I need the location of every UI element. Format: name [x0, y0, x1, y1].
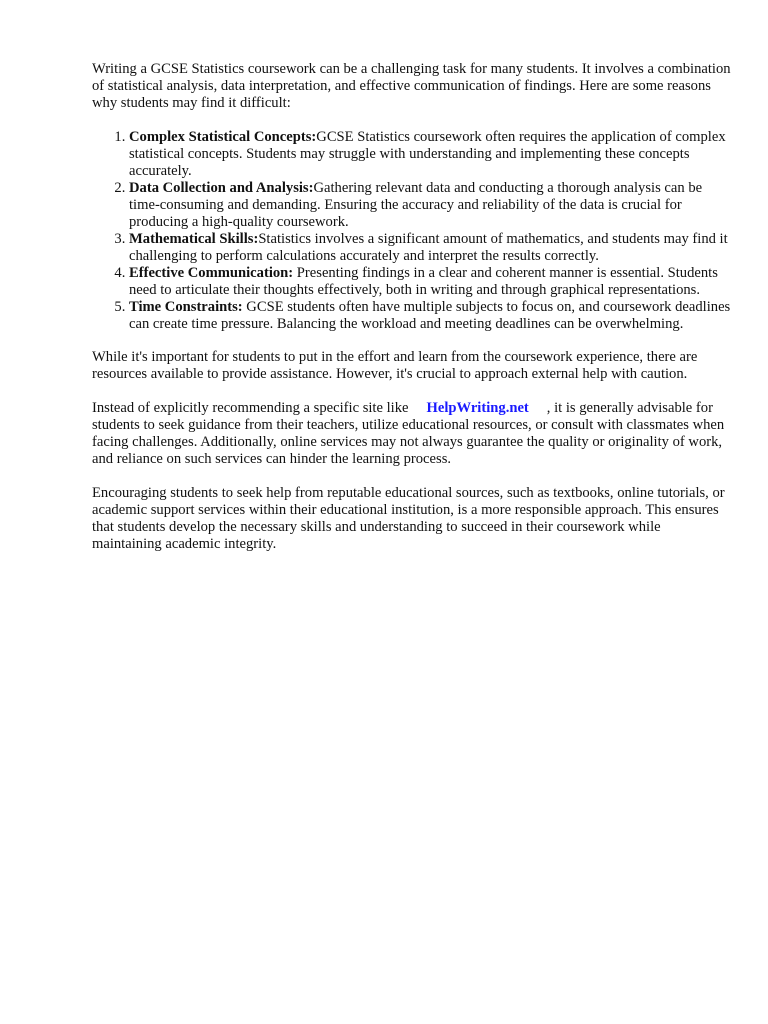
- reason-term: Time Constraints:: [129, 299, 243, 315]
- list-item: [129, 129, 732, 180]
- recommendation-paragraph: [92, 400, 732, 468]
- document-page: [92, 61, 732, 570]
- reason-text: Gathering relevant data and conducting a thorough analysis can be time-consuming and demanding. Ensuring the accuracy and reliability of the data is crucial for producing a high-quality coursework.: [129, 180, 703, 230]
- recommendation-before: Instead of explicitly recommending a specific site like: [92, 400, 409, 416]
- reason-text: GCSE students often have multiple subjects to focus on, and coursework deadlines can create time pressure. Balancing the workload and meeting deadlines can be overwhelming.: [129, 299, 731, 332]
- resources-paragraph: While it's important for students to put in the effort and learn from the coursework experience, there are resources available to provide assistance. However, it's crucial to approach external help with caution.: [92, 349, 698, 382]
- list-item: [129, 180, 732, 231]
- list-item: [129, 299, 732, 333]
- list-item: [129, 265, 732, 299]
- list-item: [129, 231, 732, 265]
- reason-term: Complex Statistical Concepts:: [129, 129, 317, 145]
- reason-text: Statistics involves a significant amount of mathematics, and students may find it challenging to perform calculations accurately and interpret the results correctly.: [129, 231, 728, 264]
- recommendation-after: , it is generally advisable for students to seek guidance from their teachers, utilize educational resources, or consult with classmates when facing challenges. Additionally, online services may not always guarantee the quality or originality of work, and reliance on such services can hinder the learning process.: [92, 400, 725, 467]
- reason-text: GCSE Statistics coursework often requires the application of complex statistical concepts. Students may struggle with understanding and implementing these concepts accurately.: [129, 129, 726, 179]
- reason-term: Effective Communication:: [129, 265, 294, 281]
- reason-text: Presenting findings in a clear and coherent manner is essential. Students need to articulate their thoughts effectively, both in writing and through graphical representations.: [129, 265, 718, 298]
- helpwriting-link[interactable]: HelpWriting.net: [426, 400, 529, 416]
- reason-term: Data Collection and Analysis:: [129, 180, 314, 196]
- reasons-list: [92, 129, 732, 333]
- intro-paragraph: Writing a GCSE Statistics coursework can be a challenging task for many students. It involves a combination of statistical analysis, data interpretation, and effective communication of findings. Here are some reasons why students may find it difficult:: [92, 61, 731, 111]
- conclusion-paragraph: Encouraging students to seek help from reputable educational sources, such as textbooks, online tutorials, or academic support services within their educational institution, is a more responsible approach. This ensures that students develop the necessary skills and understanding to succeed in their coursework while maintaining academic integrity.: [92, 485, 725, 552]
- reason-term: Mathematical Skills:: [129, 231, 259, 247]
